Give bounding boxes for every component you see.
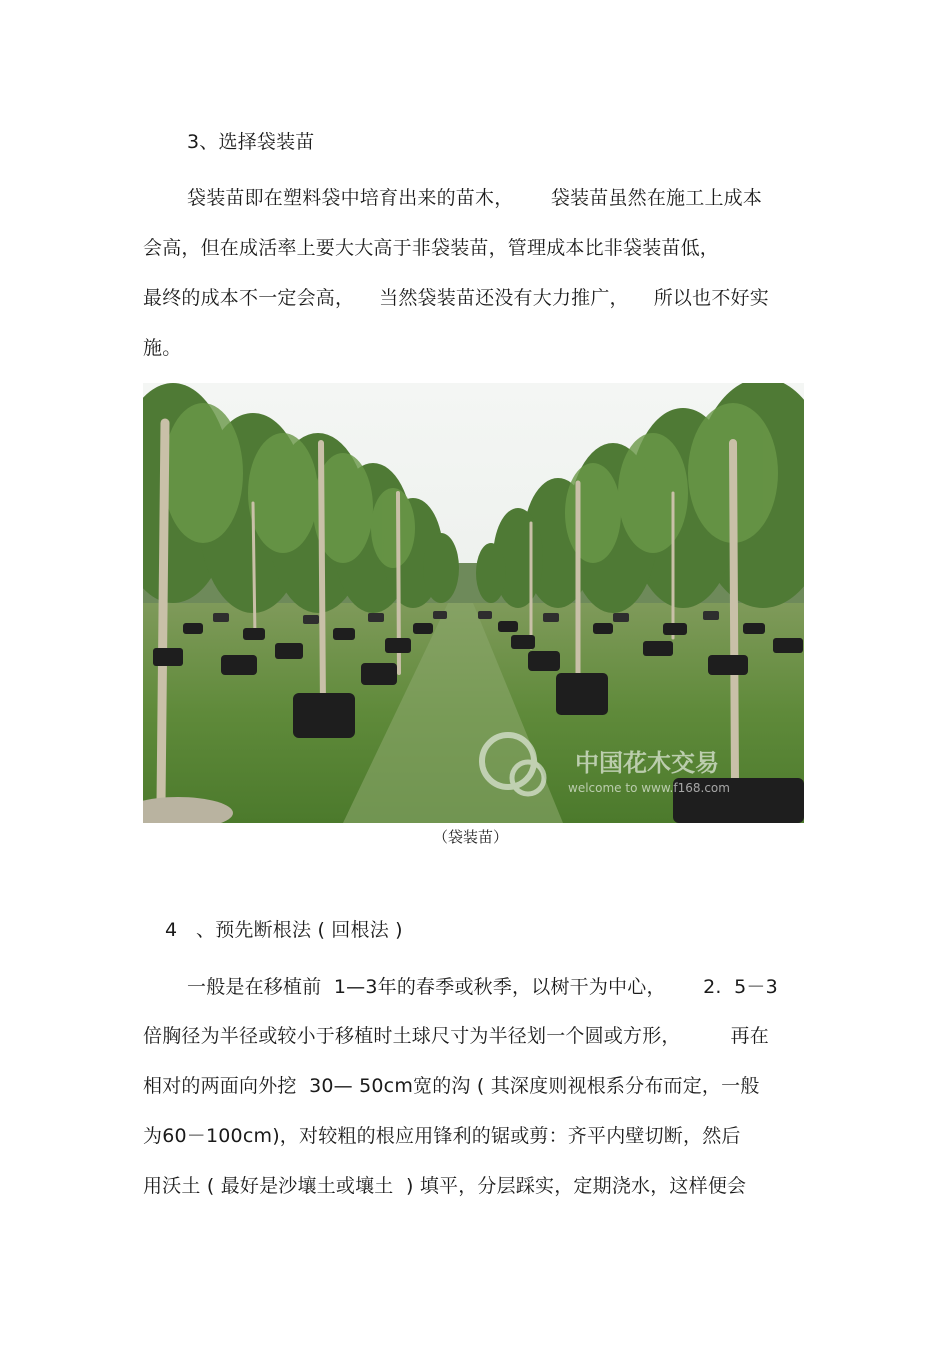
paragraph-line: 会高，但在成活率上要大大高于非袋装苗，管理成本比非袋装苗低， <box>143 237 720 259</box>
paragraph-line: 为60－100cm)，对较粗的根应用锋利的锯或剪：齐平内壁切断，然后 <box>143 1125 741 1147</box>
paragraph-line: 一般是在移植前 1—3年的春季或秋季，以树干为中心， 2. 5－3 <box>187 976 778 998</box>
paragraph-line: 用沃土 ( 最好是沙壤土或壤土 ) 填平，分层踩实，定期浇水，这样便会 <box>143 1175 747 1197</box>
bagged-seedlings-photo <box>143 383 804 823</box>
paragraph-line: 袋装苗即在塑料袋中培育出来的苗木， 袋装苗虽然在施工上成本 <box>187 187 763 209</box>
paragraph-line: 倍胸径为半径或较小于移植时土球尺寸为半径划一个圆或方形， 再在 <box>143 1025 769 1047</box>
paragraph-line: 相对的两面向外挖 30— 50cm宽的沟 ( 其深度则视根系分布而定，一般 <box>143 1075 760 1097</box>
section-3-heading: 3、选择袋装苗 <box>187 131 315 153</box>
watermark-title: 中国花木交易 <box>575 749 719 777</box>
section-4-heading: 4 、预先断根法 ( 回根法 ) <box>165 919 403 941</box>
paragraph-line: 最终的成本不一定会高， 当然袋装苗还没有大力推广， 所以也不好实 <box>143 287 769 309</box>
paragraph-line: 施。 <box>143 337 182 359</box>
figure-caption: （袋装苗） <box>433 828 509 846</box>
watermark-url: welcome to www.f168.com <box>568 781 730 795</box>
